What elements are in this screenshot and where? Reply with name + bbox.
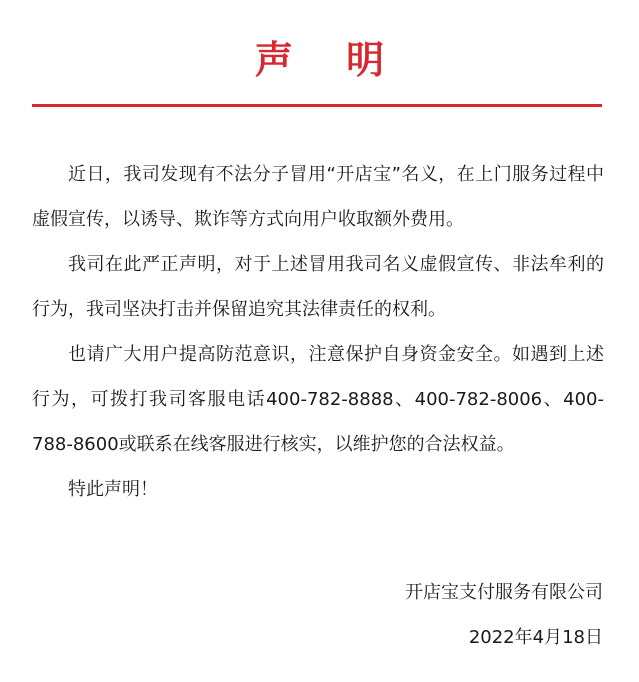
notice-title: 声 明 bbox=[254, 38, 405, 82]
paragraph-impersonation: 近日，我司发现有不法分子冒用“开店宝”名义，在上门服务过程中虚假宣传，以诱导、欺诈等方式向用户收取额外费用。 bbox=[32, 164, 604, 230]
notice-body bbox=[32, 152, 604, 512]
paragraph-closing: 特此声明！ bbox=[68, 479, 158, 500]
signature-block bbox=[405, 570, 603, 660]
company-name: 开店宝支付服务有限公司 bbox=[405, 582, 603, 603]
paragraph-hotline: 也请广大用户提高防范意识，注意保护自身资金安全。如遇到上述行为，可拨打我司客服电话400-782-8888、400-782-8006、400-788-8600或联系在线客服进行核实，以维护您的合法权益。 bbox=[32, 344, 604, 455]
title-divider bbox=[32, 104, 602, 107]
paragraph-declaration: 我司在此严正声明，对于上述冒用我司名义虚假宣传、非法牟利的行为，我司坚决打击并保留追究其法律责任的权利。 bbox=[32, 254, 604, 320]
notice-date: 2022年4月18日 bbox=[468, 627, 603, 648]
